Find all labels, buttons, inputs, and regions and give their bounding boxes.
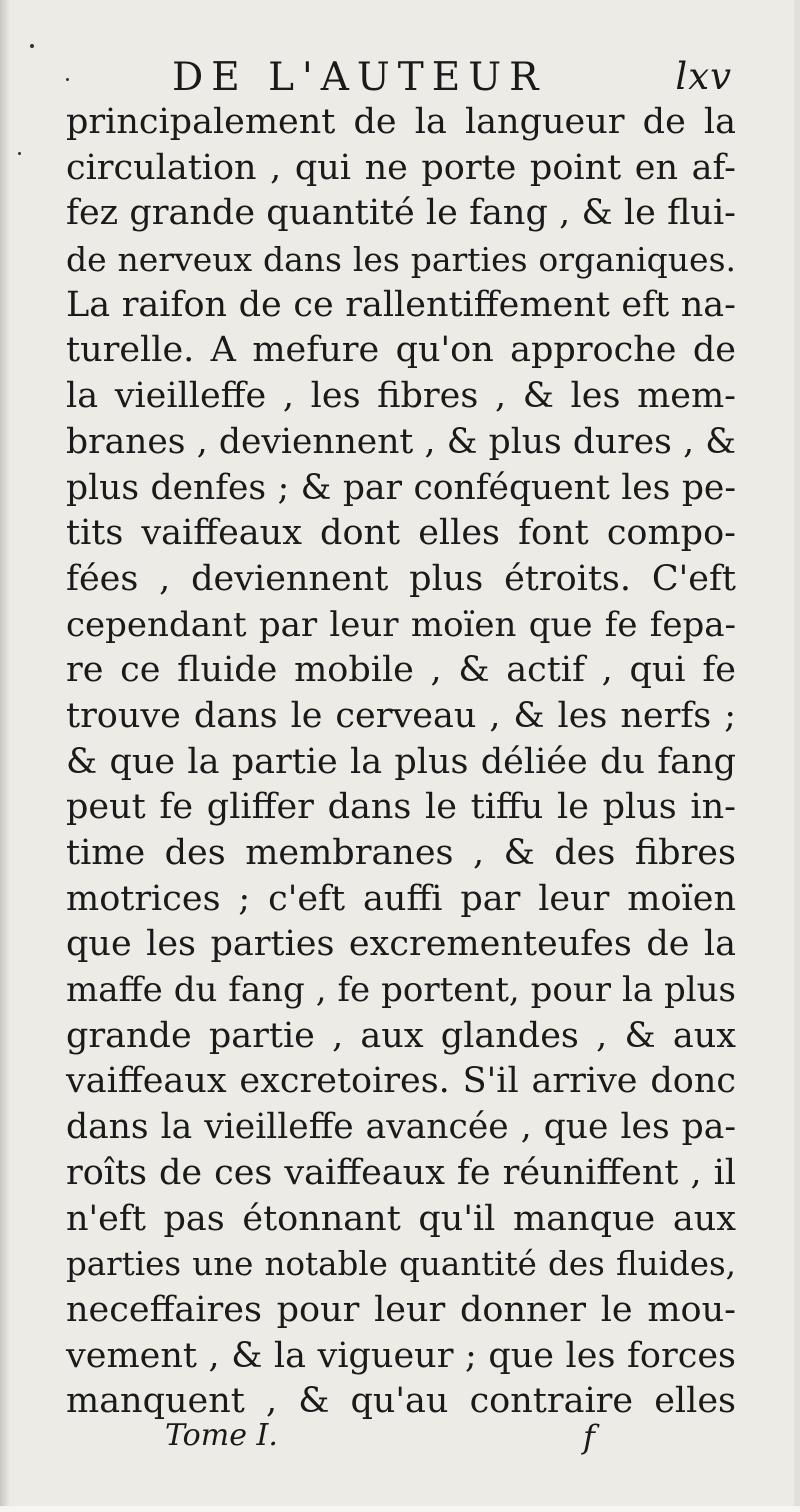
text-line: plus denfes ; & par conféquent les pe- bbox=[66, 467, 736, 508]
page-edge bbox=[794, 0, 800, 1512]
text-line: branes , deviennent , & plus dures , & bbox=[66, 421, 736, 462]
ink-speck bbox=[18, 152, 21, 155]
text-line: dans la vieilleffe avancée , que les pa- bbox=[66, 1107, 736, 1148]
text-line: fées , deviennent plus étroits. C'eft bbox=[66, 558, 736, 599]
text-line: circulation , qui ne porte point en af- bbox=[66, 147, 736, 188]
text-line: parties une notable quantité des fluides, bbox=[66, 1245, 736, 1284]
text-line: motrices ; c'eft auffi par leur moïen bbox=[66, 878, 736, 919]
text-line: de nerveux dans les parties organiques. bbox=[66, 240, 736, 280]
text-line: neceffaires pour leur donner le mou- bbox=[66, 1289, 736, 1330]
text-line: principalement de la langueur de la bbox=[66, 102, 736, 142]
volume-label: Tome I. bbox=[165, 1418, 278, 1453]
text-line: trouve dans le cerveau , & les nerfs ; bbox=[66, 695, 736, 736]
text-line: que les parties excrementeufes de la bbox=[66, 924, 736, 965]
page-bottom-edge bbox=[0, 1506, 800, 1512]
text-line: vaiffeaux excretoires. S'il arrive donc bbox=[66, 1061, 736, 1102]
text-line: maffe du fang , fe portent, pour la plus bbox=[66, 970, 736, 1011]
text-line: La raifon de ce rallentiffement eft na- bbox=[66, 284, 736, 325]
text-line: turelle. A mefure qu'on approche de bbox=[66, 330, 736, 371]
text-line: re ce fluide mobile , & actif , qui fe bbox=[66, 650, 736, 691]
gutter-shadow bbox=[0, 0, 10, 1512]
text-line: time des membranes , & des fibres bbox=[66, 833, 736, 873]
text-line: grande partie , aux glandes , & aux bbox=[66, 1015, 736, 1056]
running-title: DE L'AUTEUR bbox=[172, 55, 547, 100]
text-line: roîts de ces vaiffeaux fe réuniffent , il bbox=[66, 1152, 736, 1193]
text-line: cependant par leur moïen que fe fepa- bbox=[66, 604, 736, 645]
text-line: fez grande quantité le fang , & le flui- bbox=[66, 193, 736, 234]
text-line: la vieilleffe , les fibres , & les mem- bbox=[66, 376, 736, 417]
text-line: n'eft pas étonnant qu'il manque aux bbox=[66, 1198, 736, 1239]
text-line: peut fe gliffer dans le tiffu le plus in- bbox=[66, 787, 736, 828]
text-line: manquent , & qu'au contraire elles bbox=[66, 1381, 736, 1422]
signature-mark: f bbox=[583, 1418, 595, 1456]
text-line: vement , & la vigueur ; que les forces bbox=[66, 1335, 736, 1376]
text-line: & que la partie la plus déliée du fang bbox=[66, 741, 736, 782]
ink-speck bbox=[30, 44, 34, 48]
signature-line bbox=[0, 1418, 800, 1468]
text-line: tits vaiffeaux dont elles font compo- bbox=[66, 513, 736, 554]
page-number: lxv bbox=[675, 55, 732, 98]
body-text bbox=[66, 100, 736, 1425]
running-head bbox=[0, 55, 800, 105]
